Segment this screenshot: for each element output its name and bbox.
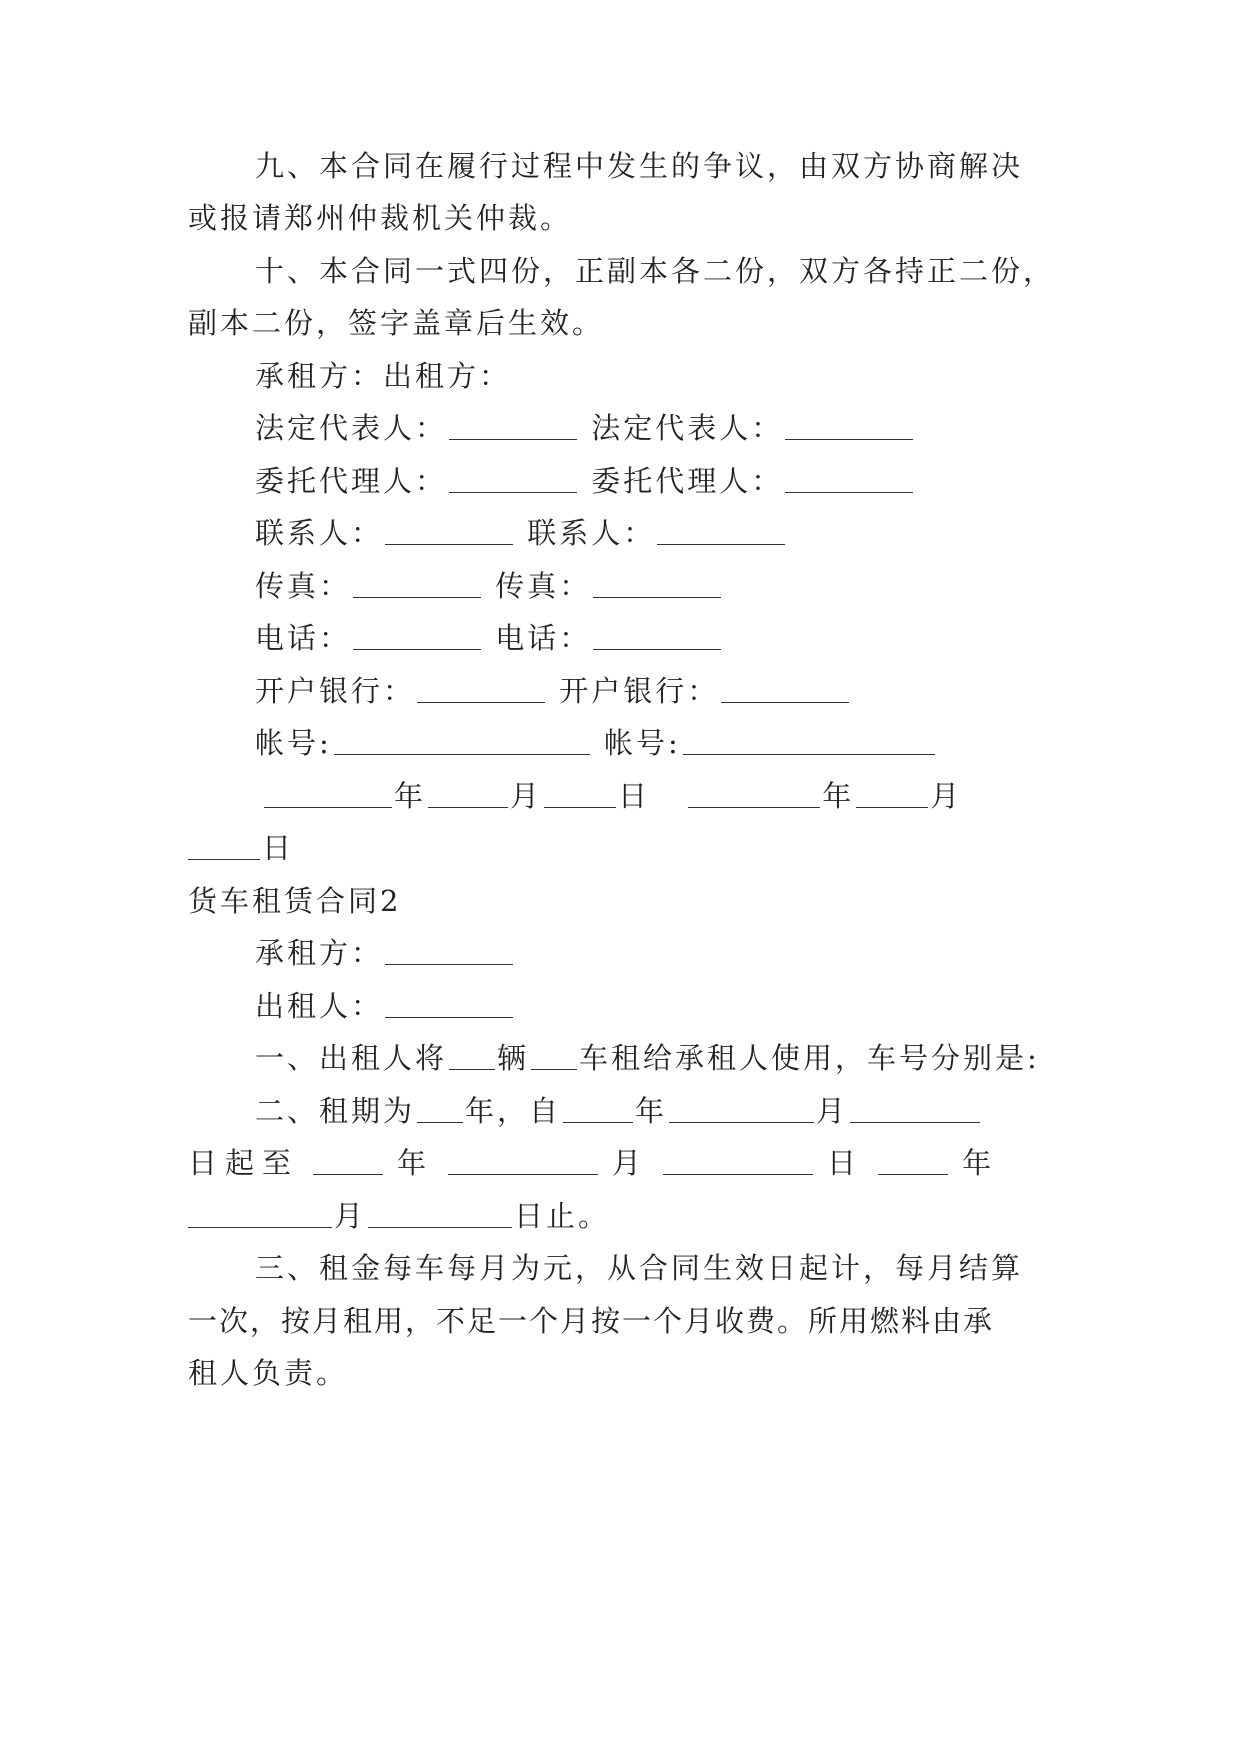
day-label: 日 [827, 1146, 865, 1180]
clause-2-text-c: 日起至 [188, 1146, 300, 1180]
fax-blank-lessee [353, 567, 481, 598]
contact-blank-lessor [657, 514, 785, 545]
year-label: 年 [394, 779, 427, 813]
term-years-blank [417, 1092, 463, 1123]
date-year-blank-1 [264, 777, 392, 808]
month-label: 月 [612, 1146, 650, 1180]
fax-blank-lessor [593, 567, 721, 598]
date-day-blank-2 [188, 829, 260, 860]
contact-label-lessor: 联系人： [527, 516, 656, 550]
phone-row [255, 618, 1055, 658]
lessee-blank [385, 934, 513, 965]
legal-rep-blank-lessee [449, 409, 577, 440]
bank-label-lessee: 开户银行： [255, 674, 416, 708]
clause-1-text-c: 车租给承租人使用，车号分别是: [579, 1041, 1040, 1075]
end-day-blank [663, 1144, 813, 1175]
date-month-blank-1 [428, 777, 508, 808]
bank-row [255, 671, 1055, 711]
phone-blank-lessor [593, 619, 721, 650]
fax-label-lessee: 传真： [255, 569, 352, 603]
start-year-blank [563, 1092, 633, 1123]
clause-2-ending: 日止。 [514, 1199, 611, 1233]
account-row [255, 723, 1055, 763]
vehicle-count-blank [449, 1039, 495, 1070]
phone-blank-lessee [353, 619, 481, 650]
day-label: 日 [618, 779, 651, 813]
end-month-blank [448, 1144, 598, 1175]
account-label-lessee: 帐号: [255, 726, 332, 760]
lessor-blank [385, 987, 513, 1018]
end-day-blank-2 [368, 1197, 512, 1228]
agent-label-lessee: 委托代理人： [255, 464, 448, 498]
contract-2-title: 货车租赁合同2 [188, 884, 402, 918]
date-day-blank-1 [544, 777, 616, 808]
clause-2-line-2 [188, 1143, 1054, 1183]
clause-1-text-a: 一、出租人将 [255, 1041, 448, 1075]
date-month-blank-2 [856, 777, 928, 808]
clause-9-line-2: 或报请郑州仲裁机关仲裁。 [188, 201, 573, 235]
lessor-row [255, 986, 1055, 1026]
agent-row [255, 461, 1055, 501]
clause-9-line-1: 九、本合同在履行过程中发生的争议，由双方协商解决 [255, 149, 1024, 183]
agent-label-lessor: 委托代理人： [591, 464, 784, 498]
legal-rep-row [255, 408, 1055, 448]
phone-label-lessor: 电话： [495, 621, 592, 655]
end-year-blank [878, 1144, 948, 1175]
vehicle-type-blank [531, 1039, 577, 1070]
clause-3-line-3: 租人负责。 [188, 1356, 349, 1390]
date-row-continued [188, 828, 1054, 868]
agent-blank-lessee [449, 462, 577, 493]
legal-rep-blank-lessor [785, 409, 913, 440]
date-row [262, 776, 1054, 816]
year-label: 年 [822, 779, 855, 813]
year-label: 年 [397, 1146, 435, 1180]
contact-row [255, 513, 1055, 553]
clause-1-line [255, 1038, 1055, 1078]
lessee-row [255, 933, 1055, 973]
month-label: 月 [334, 1199, 367, 1233]
date-year-blank-2 [688, 777, 820, 808]
clause-3-line-2: 一次，按月租用，不足一个月按一个月收费。所用燃料由承 [188, 1304, 995, 1338]
legal-rep-label-lessee: 法定代表人： [255, 411, 448, 445]
account-blank-lessee [334, 724, 590, 755]
account-blank-lessor [683, 724, 935, 755]
legal-rep-label-lessor: 法定代表人： [591, 411, 784, 445]
clause-3-line-1: 三、租金每车每月为元，从合同生效日起计，每月结算 [255, 1251, 1024, 1285]
clause-2-text-a: 二、租期为 [255, 1094, 416, 1128]
clause-10-line-2: 副本二份，签字盖章后生效。 [188, 306, 605, 340]
bank-blank-lessor [721, 672, 849, 703]
lessor-label: 出租人： [255, 989, 384, 1023]
month-label: 月 [930, 779, 963, 813]
contact-label-lessee: 联系人： [255, 516, 384, 550]
start-year-blank-2 [313, 1144, 383, 1175]
clause-10-line-1: 十、本合同一式四份，正副本各二份，双方各持正二份， [255, 254, 1056, 288]
parties-heading: 承租方：出租方： [255, 359, 512, 393]
day-label: 日 [262, 831, 295, 865]
start-month-blank [669, 1092, 814, 1123]
year-label: 年 [962, 1146, 1000, 1180]
account-label-lessor: 帐号: [604, 726, 681, 760]
clause-2-text-b: 年，自 [465, 1094, 562, 1128]
lessee-label: 承租方： [255, 936, 384, 970]
fax-row [255, 566, 1055, 606]
clause-1-text-b: 辆 [497, 1041, 530, 1075]
clause-2-line-1 [255, 1091, 1055, 1131]
start-day-blank [850, 1092, 980, 1123]
agent-blank-lessor [785, 462, 913, 493]
year-label: 年 [635, 1094, 668, 1128]
contact-blank-lessee [385, 514, 513, 545]
month-label: 月 [816, 1094, 849, 1128]
end-month-blank-2 [188, 1197, 332, 1228]
bank-label-lessor: 开户银行： [559, 674, 720, 708]
phone-label-lessee: 电话： [255, 621, 352, 655]
fax-label-lessor: 传真： [495, 569, 592, 603]
bank-blank-lessee [417, 672, 545, 703]
clause-2-line-3 [188, 1196, 1054, 1236]
month-label: 月 [510, 779, 543, 813]
